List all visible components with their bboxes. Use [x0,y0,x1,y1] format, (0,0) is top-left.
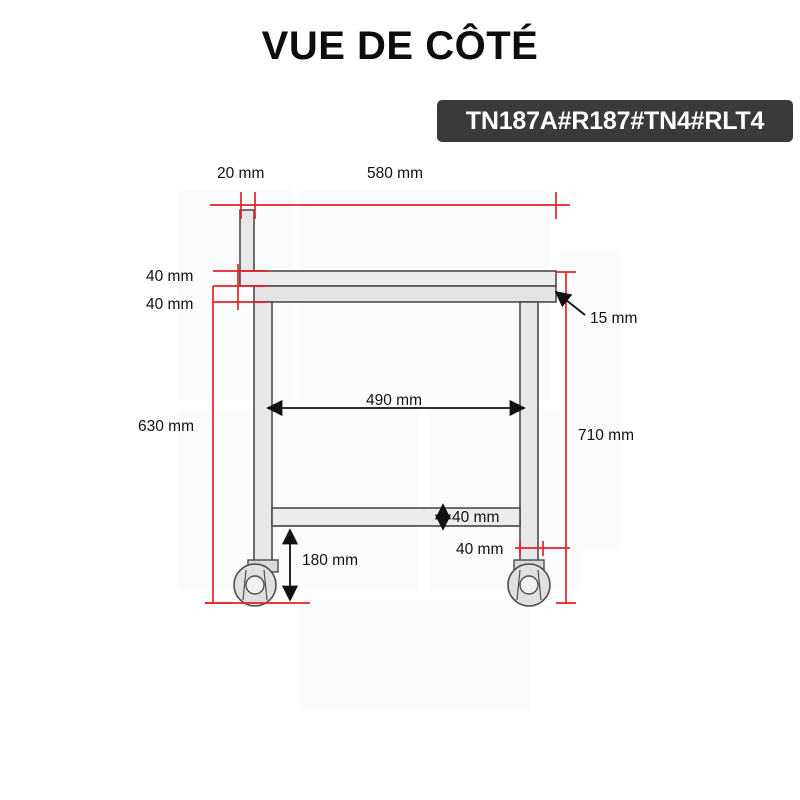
castor-right [508,560,550,606]
dim-total-height: 710 mm [578,427,634,444]
dim-inner-width: 490 mm [366,392,422,409]
dim-left-height: 630 mm [138,418,194,435]
product-code-badge: TN187A#R187#TN4#RLT4 [437,100,793,142]
dim-top-thickness: 40 mm [146,296,194,313]
dim-shelf-thickness: 40 mm [452,509,500,526]
dim-shelf-clearance: 180 mm [302,552,358,569]
dim-frame-thickness: 15 mm [590,310,638,327]
dim-backsplash-offset: 20 mm [217,165,265,182]
dim-top-width: 580 mm [367,165,423,182]
dim-castor-inset: 40 mm [456,541,504,558]
dim-backsplash-height: 40 mm [146,268,194,285]
page-title: VUE DE CÔTÉ [261,24,539,68]
